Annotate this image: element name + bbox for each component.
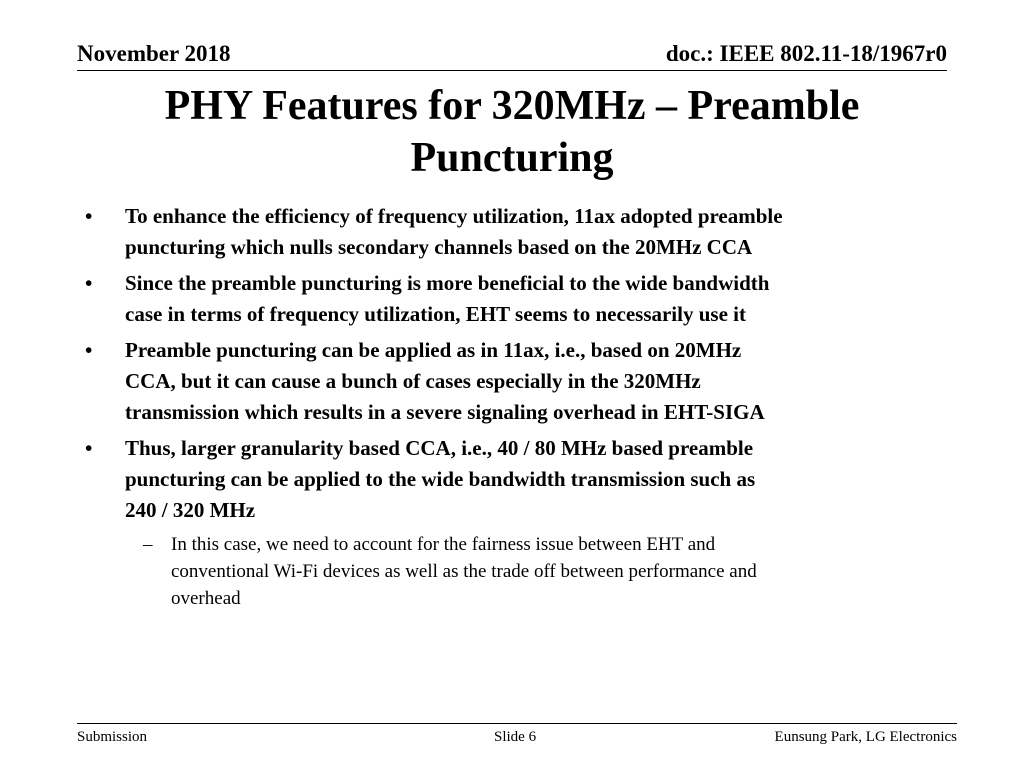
bullet-marker: • — [85, 271, 93, 295]
bullet-line: Thus, larger granularity based CCA, i.e., 40 / 80 MHz based preamble — [125, 436, 754, 460]
bullet-item — [77, 201, 947, 263]
bullet-marker: • — [85, 338, 93, 362]
sub-bullet-line: conventional Wi-Fi devices as well as the trade off between performance and — [171, 561, 757, 582]
bullet-item — [77, 433, 947, 526]
slide-title-line-1: PHY Features for 320MHz – Preamble — [164, 83, 860, 129]
bullet-marker: • — [85, 436, 93, 460]
sub-bullet-line: overhead — [171, 588, 241, 609]
bullet-item — [77, 335, 947, 428]
footer-divider — [77, 723, 957, 724]
footer-submission: Submission — [77, 729, 148, 745]
slide-title — [77, 80, 947, 184]
bullet-line: To enhance the efficiency of frequency utilization, 11ax adopted preamble — [125, 204, 783, 228]
bullet-line: transmission which results in a severe signaling overhead in EHT-SIGA — [125, 400, 765, 424]
bullet-line: puncturing which nulls secondary channels based on the 20MHz CCA — [125, 235, 753, 259]
header-date: November 2018 — [77, 41, 231, 66]
bullet-line: puncturing can be applied to the wide bandwidth transmission such as — [125, 467, 756, 491]
slide-title-line-2: Puncturing — [410, 135, 614, 181]
sub-bullet-item — [77, 531, 947, 612]
header-doc-id: doc.: IEEE 802.11-18/1967r0 — [665, 41, 947, 66]
bullet-line: Preamble puncturing can be applied as in 11ax, i.e., based on 20MHz — [125, 338, 742, 362]
sub-bullet-line: In this case, we need to account for the fairness issue between EHT and — [171, 534, 716, 555]
sub-bullet-marker: – — [143, 534, 153, 555]
bullet-line: CCA, but it can cause a bunch of cases especially in the 320MHz — [125, 369, 701, 393]
footer-author: Eunsung Park, LG Electronics — [774, 729, 957, 745]
footer-slide-number: Slide 6 — [494, 729, 537, 745]
header-divider — [77, 70, 947, 71]
bullet-line: case in terms of frequency utilization, EHT seems to necessarily use it — [125, 302, 746, 326]
bullet-item — [77, 268, 947, 330]
bullet-line: Since the preamble puncturing is more beneficial to the wide bandwidth — [125, 271, 770, 295]
bullet-line: 240 / 320 MHz — [125, 498, 256, 522]
slide-body — [77, 201, 947, 612]
bullet-marker: • — [85, 204, 93, 228]
